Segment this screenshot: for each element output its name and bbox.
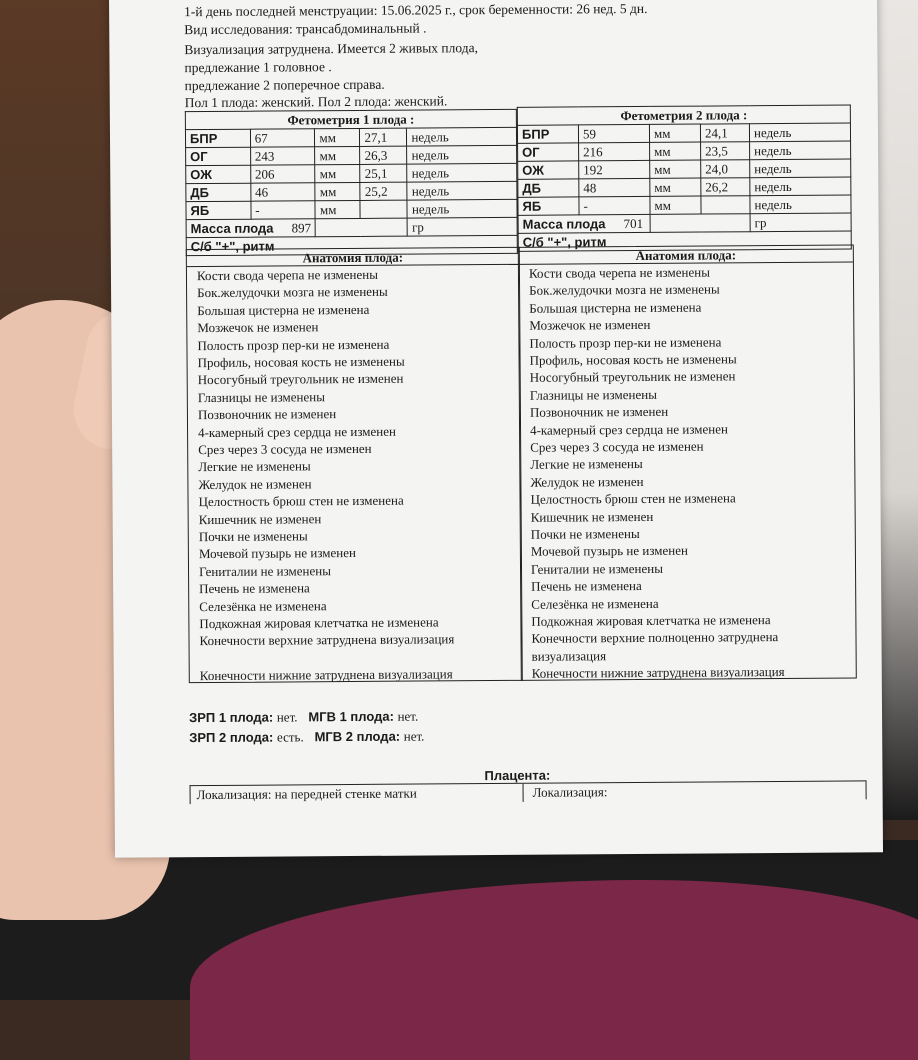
zrp-line-2: ЗРП 2 плода: есть. МГВ 2 плода: нет. [189,728,425,746]
list-item: Легкие не изменены [198,458,311,475]
fetometry-1-title: Фетометрия 1 плода : [185,109,516,129]
placenta-table [190,780,867,804]
list-item: Позвоночник не изменен [197,406,337,423]
list-item: Мозжечок не изменен [197,319,319,336]
header-visualization: Визуализация затруднена. Имеется 2 живых плода, [184,40,479,58]
heart-rate-1: С/б "+", ритм [186,235,517,255]
list-item: Селезёнка не изменена [199,597,327,614]
header-lmp-line: 1-й день последней менструации: 15.06.2025 г., срок беременности: 26 нед. 5 дн. [184,0,648,20]
list-item: 4-камерный срез сердца не изменен [529,420,728,438]
table-row: ОГ 243 мм 26,3 недель [186,145,517,165]
mass-label-1: Масса плода [190,220,274,237]
list-item: Срез через 3 сосуда не изменен [530,438,704,455]
list-item: Подкожная жировая клетчатка не изменена [199,614,439,632]
list-item: Кости свода черепа не изменены [528,264,710,281]
list-item: Легкие не изменены [530,456,643,473]
anatomy-title-1: Анатомия плода: [302,249,404,266]
fetometry-2-title: Фетометрия 2 плода : [517,105,850,125]
list-item: Большая цистерна не изменена [197,301,370,318]
mass-label-2: Масса плода [522,216,606,232]
anatomy-fetus-1 [186,247,523,683]
list-item: Желудок не изменен [530,473,644,490]
list-item: Гениталии не изменены [198,562,331,579]
table-row: ДБ 48 мм 26,2 недель [518,177,851,197]
list-item: Конечности верхние полноценно затруднена [531,629,779,647]
list-item: Кости свода черепа не изменены [196,266,378,284]
table-row: БПР 59 мм 24,1 недель [517,123,850,143]
list-item: Конечности нижние затруднена визуализация [199,666,453,684]
mass-value-1: 897 [291,220,312,236]
list-item: Носогубный треугольник не изменен [197,371,404,388]
list-item: Мозжечок не изменен [529,317,651,333]
list-item: Бок.желудочки мозга не изменены [529,281,720,299]
list-item: Бок.желудочки мозга не изменены [197,284,388,301]
list-item: Конечности верхние затруднена визуализация [199,631,455,649]
header-sex: Пол 1 плода: женский. Пол 2 плода: женский. [184,93,448,111]
header-exam-type: Вид исследования: трансабдоминальный . [184,20,427,38]
list-item: Селезёнка не изменена [531,595,659,612]
table-row: ОЖ 206 мм 25,1 недель [186,163,517,183]
mass-value-2: 701 [623,215,644,232]
anatomy-fetus-2 [518,244,857,680]
list-item: Целостность брюш стен не изменена [198,492,404,510]
table-row: ДБ 46 мм 25,2 недель [186,181,517,201]
list-item: Гениталии не изменены [530,560,663,577]
table-row: БПР 67 мм 27,1 недель [185,127,516,147]
list-item: Конечности нижние затруднена визуализация [531,664,785,681]
list-item: Целостность брюш стен не изменена [530,490,736,507]
placenta-localization-1: Локализация: на передней стенке матки [196,785,417,803]
list-item: Позвоночник не изменен [529,403,669,420]
list-item: Мочевой пузырь не изменен [198,545,357,562]
list-item: Печень не изменена [531,578,642,594]
list-item: Печень не изменена [199,580,310,597]
anatomy-title-2: Анатомия плода: [635,247,737,264]
list-item: Почки не изменены [198,528,308,545]
zrp-line-1: ЗРП 1 плода: нет. МГВ 1 плода: нет. [189,708,419,726]
placenta-localization-2: Локализация: [532,784,608,800]
fetometry-table-1 [185,109,518,256]
list-item: Срез через 3 сосуда не изменен [198,440,372,458]
heart-rate-2: С/б "+", ритм [518,231,851,251]
list-item: Полость прозр пер-ки не изменена [197,336,390,353]
list-item: Мочевой пузырь не изменен [530,543,688,560]
table-row: ЯБ - мм недель [518,195,851,215]
list-item: Глазницы не изменены [197,388,325,405]
table-row [186,217,517,237]
table-row: ОЖ 192 мм 24,0 недель [518,159,851,179]
mass-unit-1: гр [408,217,518,236]
placenta-title: Плацента: [484,767,551,784]
fetometry-table-2 [517,105,852,252]
list-item: Желудок не изменен [198,476,312,492]
table-row: ОГ 216 мм 23,5 недель [518,141,851,161]
list-item: Глазницы не изменены [529,386,657,403]
list-item: Кишечник не изменен [198,510,322,527]
header-presentation-1: предлежание 1 головное . [184,59,332,76]
list-item: Подкожная жировая клетчатка не изменена [531,612,771,629]
list-item: Полость прозр пер-ки не изменена [529,334,722,351]
list-item: Почки не изменены [530,525,640,542]
mass-unit-2: гр [750,213,851,232]
list-item: Профиль, носовая кость не изменены [197,353,405,371]
table-row [518,213,851,233]
table-row: ЯБ - мм недель [186,199,517,219]
ultrasound-report-sheet [109,0,883,858]
list-item: 4-камерный срез сердца не изменен [198,423,396,440]
list-item: визуализация [531,648,607,664]
list-item: Большая цистерна не изменена [529,299,702,316]
list-item: Носогубный треугольник не изменен [529,368,736,386]
list-item: Кишечник не изменен [530,508,654,525]
list-item: Профиль, носовая кость не изменены [529,351,737,368]
header-presentation-2: предлежание 2 поперечное справа. [184,76,385,94]
